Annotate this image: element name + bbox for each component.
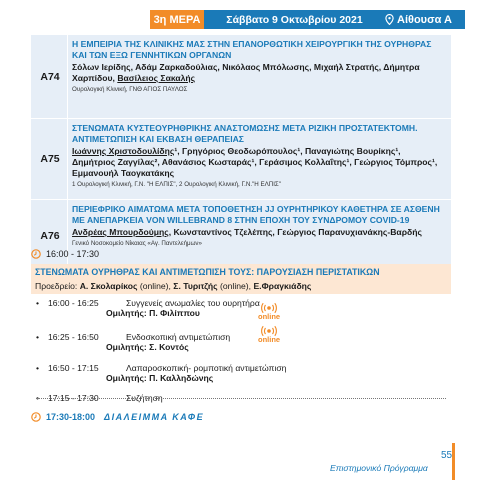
bullet-icon: • [36, 363, 40, 373]
clock-icon [31, 249, 41, 259]
abstract-row [31, 119, 451, 200]
room-name: Αίθουσα Α [397, 13, 452, 26]
talk-speaker: Ομιλητής: Π. Φιλίππου [106, 308, 200, 318]
abstract-authors [72, 146, 445, 179]
day-header-bar [150, 10, 465, 29]
abstracts-table [31, 35, 451, 272]
abstract-row [31, 35, 451, 119]
abstract-title: ΠΕΡΙΕΦΡΙΚΟ ΑΙΜΑΤΩΜΑ ΜΕΤΑ ΤΟΠΟΘΕΤΗΣΗ JJ ΟΥΡΗΤΗΡΙΚΟΥ ΚΑΘΕΤΗΡΑ ΣΕ ΑΣΘΕΝΗ ΜΕ ΑΝΕΠΑΡΚΕΙΑ VON WILLEBRAND 8 ΣΤΗΝ ΕΠΟΧΗ ΤΟΥ ΣΥΝΔΡΟΜΟΥ COVID-19 [72, 204, 440, 225]
chair-note: (online), [217, 281, 254, 291]
abstract-authors [72, 227, 445, 238]
break-time: 17:30-18:00 [46, 412, 96, 422]
session-title: ΣΤΕΝΩΜΑΤΑ ΟΥΡΗΘΡΑΣ ΚΑΙ ΑΝΤΙΜΕΤΩΠΙΣΗ ΤΟΥΣ: ΠΑΡΟΥΣΙΑΣΗ ΠΕΡΙΣΤΑΤΙΚΩΝ [35, 267, 380, 277]
talk-title: Λαπαροσκοπική- ρομποτική αντιμετώπιση [126, 363, 287, 373]
room-label [385, 14, 465, 26]
chairs-label: Προεδρείο: [35, 281, 80, 291]
talk-time: 16:00 - 16:25 [48, 298, 99, 308]
authors-text: Σόλων Ιερίδης, Αδάμ Ζαρκαδούλιας, Νικόλαος Μπόλωσης, Μιχαήλ Στρατής, Δήμητρα Χαρπίδου, [72, 62, 420, 83]
abstract-body [67, 200, 451, 272]
bullet-icon: • [36, 393, 40, 403]
session-chairs [35, 281, 311, 291]
presenting-author: Βασίλειος Σακαλής [117, 73, 196, 83]
talk-item [36, 298, 436, 332]
abstract-row [31, 200, 451, 272]
abstract-affiliation: 1 Ουρολογική Κλινική, Γ.Ν. "Η ΕΛΠΙΣ", 2 Ουρολογική Κλινική, Γ.Ν."Η ΕΛΠΙΣ" [72, 181, 281, 188]
online-badge [258, 323, 280, 344]
presenting-author: Ανδρέας Μπουρδούμης [72, 227, 169, 237]
bullet-icon: • [36, 298, 40, 308]
bullet-icon: • [36, 332, 40, 342]
abstract-title: ΣΤΕΝΩΜΑΤΑ ΚΥΣΤΕΟΥΡΗΘΡΙΚΗΣ ΑΝΑΣΤΟΜΩΣΗΣ ΜΕΤΑ ΡΙΖΙΚΗ ΠΡΟΣΤΑΤΕΚΤΟΜΗ. ΑΝΤΙΜΕΤΩΠΙΣΗ ΚΑΙ ΕΚΒΑΣΗ ΘΕΡΑΠΕΙΑΣ [72, 123, 418, 144]
page-number: 55 [441, 450, 453, 461]
day-date: Σάββατο 9 Οκτωβρίου 2021 [226, 13, 363, 26]
break-label: ΔΙΑΛΕΙΜΜΑ ΚΑΦΕ [104, 412, 205, 422]
talk-time: 16:50 - 17:15 [48, 363, 99, 373]
abstract-code: Α75 [40, 153, 60, 165]
page-accent-line [452, 443, 455, 480]
abstract-affiliation: Γενικό Νοσοκομείο Νίκαιας «Αγ. Παντελεήμων» [72, 240, 202, 247]
talk-speaker: Ομιλητής: Π. Καλληδώνης [106, 373, 214, 383]
chair-name: Σ. Τυριτζής [173, 281, 218, 291]
talk-time: 16:25 - 16:50 [48, 332, 99, 342]
authors-text: , Κωνσταντίνος Τζελέπης, Γεώργιος Παρανυχιανάκης-Βαρδής [168, 227, 422, 237]
day-tag: 3η ΜΕΡΑ [150, 10, 204, 29]
abstract-affiliation: Ουρολογική Κλινική, ΓΝΘ ΑΓΙΟΣ ΠΑΥΛΟΣ [72, 86, 188, 93]
online-badge [258, 300, 280, 321]
talk-time: 17:15 - 17:30 [48, 393, 99, 403]
break-row [31, 412, 204, 422]
chair-note: (online), [137, 281, 174, 291]
chair-name: Α. Σκολαρίκος [79, 281, 138, 291]
abstract-code: Α74 [40, 70, 60, 83]
talk-title: Συζήτηση [126, 393, 163, 403]
divider [36, 398, 446, 399]
footer-label: Επιστημονικό Πρόγραμμα [330, 463, 428, 473]
talk-speaker: Ομιλητής: Σ. Κοντός [106, 342, 189, 352]
clock-icon [31, 412, 41, 422]
presenting-author: Ιωάννης Χριστοδουλίδης [72, 146, 175, 156]
talk-item [36, 363, 436, 393]
abstract-authors [72, 62, 445, 84]
talk-title: Συγγενείς ανωμαλίες του ουρητήρα [126, 298, 260, 308]
authors-text: ¹, Γρηγόριος Θεοδωρόπουλος¹, Παναγιώτης Βουρίκης¹, Δημήτριος Ζαγγίλας², Αθανάσιος Κωσταράς¹, Γεράσιμος Κολλαΐτης¹, Γεώργιος Τόμπρος¹, Εμμανουήλ Ταογκατάκης [72, 146, 438, 178]
abstract-title: Η ΕΜΠΕΙΡΙΑ ΤΗΣ ΚΛΙΝΙΚΗΣ ΜΑΣ ΣΤΗΝ ΕΠΑΝΟΡΘΩΤΙΚΗ ΧΕΙΡΟΥΡΓΙΚΗ ΤΗΣ ΟΥΡΗΘΡΑΣ ΚΑΙ ΤΩΝ ΕΞΩ ΓΕΝΝΗΤΙΚΩΝ ΟΡΓΑΝΩΝ [72, 39, 432, 60]
abstract-body [67, 35, 451, 118]
session-time [31, 249, 99, 259]
session-time-text: 16:00 - 17:30 [46, 249, 100, 259]
online-label: online [258, 335, 281, 344]
session-header [31, 264, 451, 294]
location-pin-icon [385, 14, 394, 25]
abstract-code: Α76 [40, 230, 60, 242]
chair-name: Ε.Φραγκιάδης [253, 281, 312, 291]
abstract-body [67, 119, 451, 199]
online-label: online [258, 312, 281, 321]
talk-item [36, 393, 436, 407]
talk-item [36, 332, 436, 363]
talk-title: Ενδοσκοπική αντιμετώπιση [126, 332, 231, 342]
talk-list [36, 298, 436, 407]
